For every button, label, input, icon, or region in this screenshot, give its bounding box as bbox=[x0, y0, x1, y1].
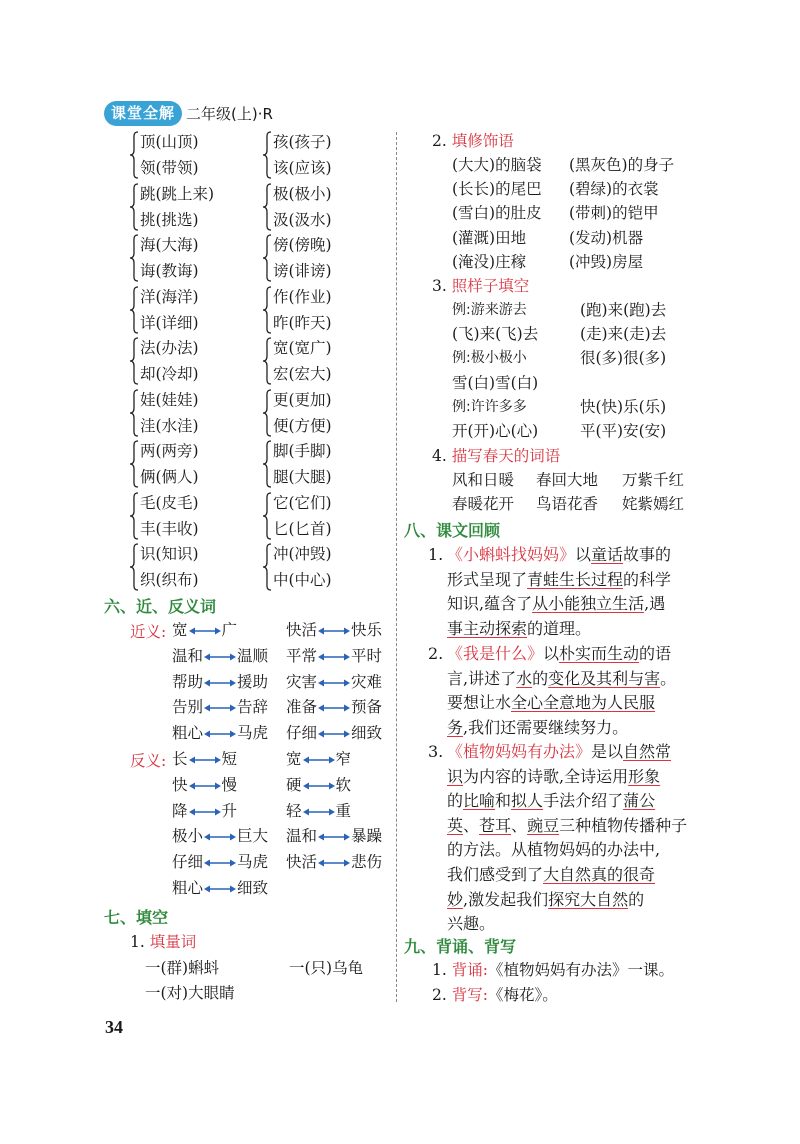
underlined-phrase: 从小能独立生活 bbox=[532, 594, 645, 614]
pair-right-word: 软 bbox=[335, 775, 352, 794]
pair-left-word: 快 bbox=[172, 775, 188, 794]
pair-right-word: 窄 bbox=[335, 750, 352, 768]
pair-left-word: 帮助 bbox=[172, 672, 204, 691]
modifier-phrase: (冲毁)房屋 bbox=[569, 252, 644, 271]
pair-word: 便(方便) bbox=[273, 416, 332, 435]
paragraph-text: ,我们还需要继续努力。 bbox=[463, 717, 629, 737]
brace-icon bbox=[129, 336, 139, 386]
synonym-pair bbox=[172, 723, 268, 743]
write-item bbox=[432, 985, 558, 1005]
pattern-phrase: 雪(白)雪(白) bbox=[452, 373, 539, 392]
pattern-phrase: 例:极小极小 bbox=[452, 350, 527, 367]
pattern-phrase: (飞)来(飞)去 bbox=[452, 325, 539, 344]
pair-right-word: 广 bbox=[221, 621, 238, 639]
pair-word: 挑(挑选) bbox=[140, 210, 199, 229]
paragraph-text: 手法介绍了 bbox=[543, 791, 624, 811]
paragraph-text: 的 bbox=[628, 889, 645, 909]
double-arrow-icon bbox=[303, 755, 335, 765]
q1-number: 1. bbox=[130, 933, 145, 951]
double-arrow-icon bbox=[318, 652, 350, 662]
pattern-phrase: 例:游来游去 bbox=[452, 302, 527, 318]
pair-word: 汲(汲水) bbox=[273, 210, 332, 229]
q4-number: 4. bbox=[432, 447, 447, 465]
pair-left-word: 轻 bbox=[286, 801, 302, 820]
antonym-pair bbox=[286, 852, 382, 872]
paragraph-line bbox=[425, 740, 690, 765]
double-arrow-icon bbox=[318, 858, 350, 868]
paragraph-text: 三种植物传播种子 bbox=[559, 815, 688, 835]
pair-left-word: 快活 bbox=[286, 853, 318, 872]
brace-icon bbox=[129, 388, 139, 438]
q4-title: 描写春天的词语 bbox=[451, 447, 561, 465]
synonym-pair bbox=[172, 697, 268, 717]
brace-icon bbox=[129, 542, 139, 592]
underlined-phrase: 蒲公 bbox=[623, 791, 656, 811]
recite-item bbox=[432, 960, 674, 980]
underlined-phrase: 变化及其利与害 bbox=[548, 668, 661, 688]
pair-word: 海(大海) bbox=[140, 236, 199, 254]
paragraph-text: 兴趣。 bbox=[447, 914, 496, 934]
antonym-pair bbox=[172, 826, 268, 846]
underlined-phrase: 务 bbox=[447, 717, 464, 737]
paragraph-number: 3. bbox=[428, 742, 444, 761]
synonym-pair bbox=[172, 620, 237, 640]
pair-right-word: 细致 bbox=[351, 724, 383, 743]
paragraph-text: 、 bbox=[511, 815, 528, 835]
brace-icon bbox=[129, 439, 139, 489]
spring-phrase: 春回大地 bbox=[536, 471, 599, 489]
modifier-phrase: (雪白)的肚皮 bbox=[452, 204, 542, 223]
double-arrow-icon bbox=[189, 781, 221, 791]
recite-label: 背诵: bbox=[451, 961, 488, 979]
pair-word: 洋(海洋) bbox=[140, 287, 199, 306]
antonym-pair bbox=[286, 749, 351, 769]
double-arrow-icon bbox=[318, 729, 350, 739]
pair-word: 作(作业) bbox=[273, 287, 332, 306]
paragraph-text: 。 bbox=[660, 668, 677, 688]
pattern-phrase: 很(多)很(多) bbox=[580, 349, 667, 368]
paragraph-line bbox=[425, 543, 690, 568]
double-arrow-icon bbox=[189, 626, 221, 636]
antonym-pair bbox=[172, 749, 237, 769]
pair-word: 宏(宏大) bbox=[273, 365, 332, 383]
double-arrow-icon bbox=[318, 626, 350, 636]
paragraph-line bbox=[425, 667, 690, 692]
synonym-pair bbox=[172, 672, 268, 692]
antonym-pair bbox=[286, 775, 351, 795]
pair-word: 洼(水洼) bbox=[140, 416, 199, 435]
modifier-phrase: (灌溉)田地 bbox=[452, 228, 527, 247]
pair-right-word: 温顺 bbox=[237, 646, 269, 665]
pair-word: 顶(山顶) bbox=[140, 133, 199, 151]
paragraph-text: 形式呈现了 bbox=[447, 569, 528, 589]
underlined-phrase: 妙 bbox=[447, 889, 464, 909]
pair-left-word: 粗心 bbox=[172, 879, 204, 897]
double-arrow-icon bbox=[189, 807, 221, 817]
pair-word: 昨(昨天) bbox=[273, 313, 332, 332]
pair-left-word: 宽 bbox=[172, 621, 188, 639]
q2-heading bbox=[432, 131, 514, 151]
paragraph-text: 知识,蕴含了 bbox=[447, 594, 533, 614]
grade-label: 二年级(上)·R bbox=[186, 105, 273, 123]
paragraph-text: 言,讲述了 bbox=[447, 668, 517, 688]
double-arrow-icon bbox=[303, 781, 335, 791]
q1-item: 一(只)乌龟 bbox=[289, 959, 364, 977]
pair-right-word: 马虎 bbox=[237, 853, 269, 872]
antonym-pair bbox=[172, 878, 268, 898]
lesson-title: 《我是什么》 bbox=[447, 644, 544, 663]
pair-word: 极(极小) bbox=[273, 184, 332, 203]
pair-right-word: 重 bbox=[335, 801, 352, 820]
pair-word: 详(详细) bbox=[140, 313, 199, 332]
underlined-phrase: 青蛙生长过程 bbox=[527, 569, 624, 589]
pair-right-word: 升 bbox=[221, 801, 238, 820]
paragraph-line bbox=[425, 716, 690, 741]
pair-right-word: 援助 bbox=[237, 672, 269, 691]
underlined-phrase: 全心全意地为人民服 bbox=[511, 693, 656, 713]
paragraph-text: 的 bbox=[532, 668, 549, 688]
pair-left-word: 温和 bbox=[172, 646, 204, 665]
brace-icon bbox=[262, 439, 272, 489]
pair-right-word: 告辞 bbox=[237, 698, 269, 717]
double-arrow-icon bbox=[204, 884, 236, 894]
modifier-phrase: (长长)的尾巴 bbox=[452, 180, 542, 199]
lesson-title: 《植物妈妈有办法》 bbox=[447, 742, 592, 761]
spring-phrase: 鸟语花香 bbox=[536, 495, 599, 514]
modifier-phrase: (碧绿)的衣裳 bbox=[569, 180, 659, 199]
paragraph-text: ,激发起我们 bbox=[463, 889, 549, 909]
pair-word: 匕(匕首) bbox=[273, 519, 332, 538]
pair-word: 傍(傍晚) bbox=[273, 236, 332, 254]
pair-word: 织(织布) bbox=[140, 571, 199, 589]
q2-number: 2. bbox=[432, 132, 447, 150]
column-divider bbox=[396, 132, 397, 1002]
pair-left-word: 极小 bbox=[172, 827, 204, 846]
q4-heading bbox=[432, 446, 560, 466]
underlined-phrase: 苍耳 bbox=[479, 815, 512, 835]
double-arrow-icon bbox=[189, 755, 221, 765]
pattern-phrase: 快(快)乐(乐) bbox=[580, 397, 667, 416]
section-7-title: 七、填空 bbox=[104, 908, 169, 927]
modifier-phrase: (带刺)的铠甲 bbox=[569, 204, 659, 223]
brace-icon bbox=[262, 233, 272, 283]
section-6-title: 六、近、反义词 bbox=[104, 597, 217, 616]
double-arrow-icon bbox=[204, 703, 236, 713]
pair-word: 宽(宽广) bbox=[273, 339, 332, 357]
q1-item: 一(对)大眼睛 bbox=[145, 984, 235, 1002]
q2-title: 填修饰语 bbox=[451, 132, 514, 150]
q3-number: 3. bbox=[432, 277, 447, 295]
pattern-phrase: 例:许许多多 bbox=[452, 398, 527, 415]
brace-icon bbox=[262, 542, 272, 592]
spring-phrase: 姹紫嫣红 bbox=[622, 495, 685, 514]
pair-right-word: 慢 bbox=[221, 775, 238, 794]
pair-right-word: 马虎 bbox=[237, 724, 269, 743]
q1-heading bbox=[130, 932, 196, 952]
write-label: 背写: bbox=[451, 986, 488, 1004]
review-paragraph-2 bbox=[425, 642, 690, 740]
pair-right-word: 细致 bbox=[237, 879, 269, 897]
double-arrow-icon bbox=[204, 729, 236, 739]
pair-word: 跳(跳上来) bbox=[140, 184, 215, 203]
paragraph-line bbox=[425, 568, 690, 593]
recite-number: 1. bbox=[432, 961, 447, 979]
write-number: 2. bbox=[432, 986, 447, 1004]
underlined-phrase: 探究大自然 bbox=[548, 889, 629, 909]
synonym-pair bbox=[286, 697, 382, 717]
paragraph-line bbox=[425, 617, 690, 642]
synonym-pair bbox=[172, 646, 268, 666]
pair-word: 诲(教诲) bbox=[140, 262, 199, 280]
modifier-phrase: (发动)机器 bbox=[569, 228, 644, 247]
pair-left-word: 告别 bbox=[172, 698, 204, 717]
brace-icon bbox=[262, 182, 272, 232]
paragraph-text: 的道理。 bbox=[527, 618, 592, 638]
spring-phrase: 春暖花开 bbox=[452, 495, 515, 514]
underlined-phrase: 自然常 bbox=[623, 742, 672, 761]
pattern-phrase: 开(开)心(心) bbox=[452, 422, 539, 440]
pair-left-word: 长 bbox=[172, 750, 188, 768]
pair-left-word: 准备 bbox=[286, 698, 318, 717]
pattern-phrase: 平(平)安(安) bbox=[580, 422, 667, 440]
underlined-phrase: 大自然真的很奇 bbox=[543, 864, 656, 884]
paragraph-text: ,遇 bbox=[644, 594, 666, 614]
underlined-phrase: 英 bbox=[447, 815, 464, 835]
pair-left-word: 仔细 bbox=[172, 853, 204, 872]
modifier-phrase: (淹没)庄稼 bbox=[452, 252, 527, 271]
brace-icon bbox=[262, 285, 272, 335]
brace-icon bbox=[262, 130, 272, 180]
double-arrow-icon bbox=[204, 652, 236, 662]
brace-icon bbox=[129, 491, 139, 541]
spring-phrase: 风和日暖 bbox=[452, 471, 515, 489]
paragraph-number: 2. bbox=[428, 644, 444, 663]
paragraph-text: 为内容的诗歌,全诗运用 bbox=[463, 766, 629, 786]
paragraph-text: 要想让水 bbox=[447, 693, 512, 713]
pair-left-word: 硬 bbox=[286, 775, 302, 794]
antonym-pair bbox=[172, 852, 268, 872]
pair-left-word: 平常 bbox=[286, 646, 318, 665]
review-paragraph-1 bbox=[425, 543, 690, 641]
brace-icon bbox=[129, 182, 139, 232]
pair-word: 脚(手脚) bbox=[273, 442, 332, 460]
pattern-phrase: (跑)来(跑)去 bbox=[580, 301, 667, 319]
pair-left-word: 快活 bbox=[286, 621, 318, 639]
pair-left-word: 灾害 bbox=[286, 672, 318, 691]
double-arrow-icon bbox=[318, 678, 350, 688]
pair-left-word: 降 bbox=[172, 801, 188, 820]
recite-text: 《植物妈妈有办法》一课。 bbox=[487, 961, 674, 979]
underlined-phrase: 水 bbox=[516, 668, 533, 688]
brace-icon bbox=[129, 130, 139, 180]
paragraph-line bbox=[425, 789, 690, 814]
pair-right-word: 灾难 bbox=[351, 672, 383, 691]
double-arrow-icon bbox=[204, 858, 236, 868]
paragraph-text: 故事的 bbox=[623, 545, 672, 564]
modifier-phrase: (黑灰色)的身子 bbox=[569, 156, 675, 174]
paragraph-line bbox=[425, 888, 690, 913]
pair-right-word: 预备 bbox=[351, 698, 383, 717]
synonym-label: 近义: bbox=[130, 623, 167, 641]
pair-word: 却(冷却) bbox=[140, 365, 199, 383]
paragraph-line bbox=[425, 592, 690, 617]
pair-left-word: 宽 bbox=[286, 750, 302, 768]
synonym-pair bbox=[286, 620, 382, 640]
paragraph-text: 的 bbox=[447, 791, 464, 811]
antonym-label: 反义: bbox=[130, 752, 167, 770]
pair-word: 识(知识) bbox=[140, 545, 199, 563]
synonym-pair bbox=[286, 723, 382, 743]
pair-right-word: 暴躁 bbox=[351, 827, 383, 846]
double-arrow-icon bbox=[204, 678, 236, 688]
pair-right-word: 短 bbox=[221, 750, 238, 768]
antonym-pair bbox=[172, 801, 237, 821]
underlined-phrase: 事主动探索 bbox=[447, 618, 528, 638]
q3-heading bbox=[432, 276, 529, 296]
section-9-title: 九、背诵、背写 bbox=[404, 937, 517, 956]
synonym-pair bbox=[286, 646, 382, 666]
book-series-badge: 课堂全解 bbox=[104, 101, 182, 126]
modifier-phrase: (大大)的脑袋 bbox=[452, 156, 542, 174]
lesson-title: 《小蝌蚪找妈妈》 bbox=[447, 545, 576, 564]
pair-word: 两(两旁) bbox=[140, 442, 199, 460]
pair-word: 俩(俩人) bbox=[140, 468, 199, 486]
q1-title: 填量词 bbox=[149, 933, 197, 951]
underlined-phrase: 比喻 bbox=[463, 791, 496, 811]
brace-icon bbox=[262, 388, 272, 438]
pair-right-word: 平时 bbox=[351, 646, 383, 665]
pair-right-word: 悲伤 bbox=[351, 853, 383, 872]
pattern-phrase: (走)来(走)去 bbox=[580, 325, 667, 344]
underlined-phrase: 童话 bbox=[591, 545, 624, 564]
double-arrow-icon bbox=[204, 832, 236, 842]
antonym-pair bbox=[172, 775, 237, 795]
paragraph-number: 1. bbox=[428, 545, 444, 564]
paragraph-text: 的科学 bbox=[623, 569, 672, 589]
pair-word: 腿(大腿) bbox=[273, 468, 332, 486]
paragraph-text: 的方法。从植物妈妈的办法中, bbox=[447, 840, 661, 860]
brace-icon bbox=[129, 233, 139, 283]
pair-word: 冲(冲毁) bbox=[273, 545, 332, 563]
paragraph-line bbox=[425, 642, 690, 667]
spring-phrase: 万紫千红 bbox=[622, 471, 685, 489]
write-text: 《梅花》。 bbox=[487, 986, 558, 1004]
pair-right-word: 巨大 bbox=[237, 827, 269, 846]
pair-word: 谤(诽谤) bbox=[273, 262, 332, 280]
brace-icon bbox=[129, 285, 139, 335]
pair-left-word: 粗心 bbox=[172, 724, 204, 743]
paragraph-line bbox=[425, 765, 690, 790]
underlined-phrase: 识 bbox=[447, 766, 464, 786]
antonym-pair bbox=[286, 801, 351, 821]
double-arrow-icon bbox=[303, 807, 335, 817]
double-arrow-icon bbox=[318, 832, 350, 842]
underlined-phrase: 豌豆 bbox=[527, 815, 560, 835]
pair-word: 孩(孩子) bbox=[273, 133, 332, 151]
underlined-phrase: 拟人 bbox=[511, 791, 544, 811]
underlined-phrase: 形象 bbox=[628, 766, 661, 786]
synonym-pair bbox=[286, 672, 382, 692]
pair-word: 它(它们) bbox=[273, 493, 332, 512]
paragraph-text: 、 bbox=[463, 815, 480, 835]
underlined-phrase: 朴实而生动 bbox=[559, 644, 640, 663]
pair-word: 领(带领) bbox=[140, 159, 199, 177]
pair-word: 该(应该) bbox=[273, 159, 332, 177]
paragraph-line bbox=[425, 814, 690, 839]
pair-word: 更(更加) bbox=[273, 390, 332, 409]
paragraph-line bbox=[425, 691, 690, 716]
brace-icon bbox=[262, 491, 272, 541]
brace-icon bbox=[262, 336, 272, 386]
paragraph-text: 以 bbox=[575, 545, 592, 564]
q1-item: 一(群)蝌蚪 bbox=[145, 959, 220, 977]
antonym-pair bbox=[286, 826, 382, 846]
pair-word: 毛(皮毛) bbox=[140, 493, 199, 512]
paragraph-text: 以 bbox=[543, 644, 560, 663]
paragraph-text: 我们感受到了 bbox=[447, 864, 544, 884]
paragraph-text: 和 bbox=[495, 791, 512, 811]
pair-word: 丰(丰收) bbox=[140, 519, 199, 538]
paragraph-text: 的语 bbox=[639, 644, 672, 663]
pair-word: 娃(娃娃) bbox=[140, 390, 199, 409]
paragraph-line bbox=[425, 838, 690, 863]
paragraph-line bbox=[425, 863, 690, 888]
q3-title: 照样子填空 bbox=[451, 277, 530, 295]
section-8-title: 八、课文回顾 bbox=[404, 521, 501, 540]
pair-word: 中(中心) bbox=[273, 571, 332, 589]
pair-word: 法(办法) bbox=[140, 339, 199, 357]
page-number: 34 bbox=[105, 1017, 123, 1037]
pair-left-word: 温和 bbox=[286, 827, 318, 846]
double-arrow-icon bbox=[318, 703, 350, 713]
paragraph-text: 是以 bbox=[591, 742, 624, 761]
review-paragraph-3 bbox=[425, 740, 690, 937]
pair-left-word: 仔细 bbox=[286, 724, 318, 743]
pair-right-word: 快乐 bbox=[351, 621, 383, 639]
